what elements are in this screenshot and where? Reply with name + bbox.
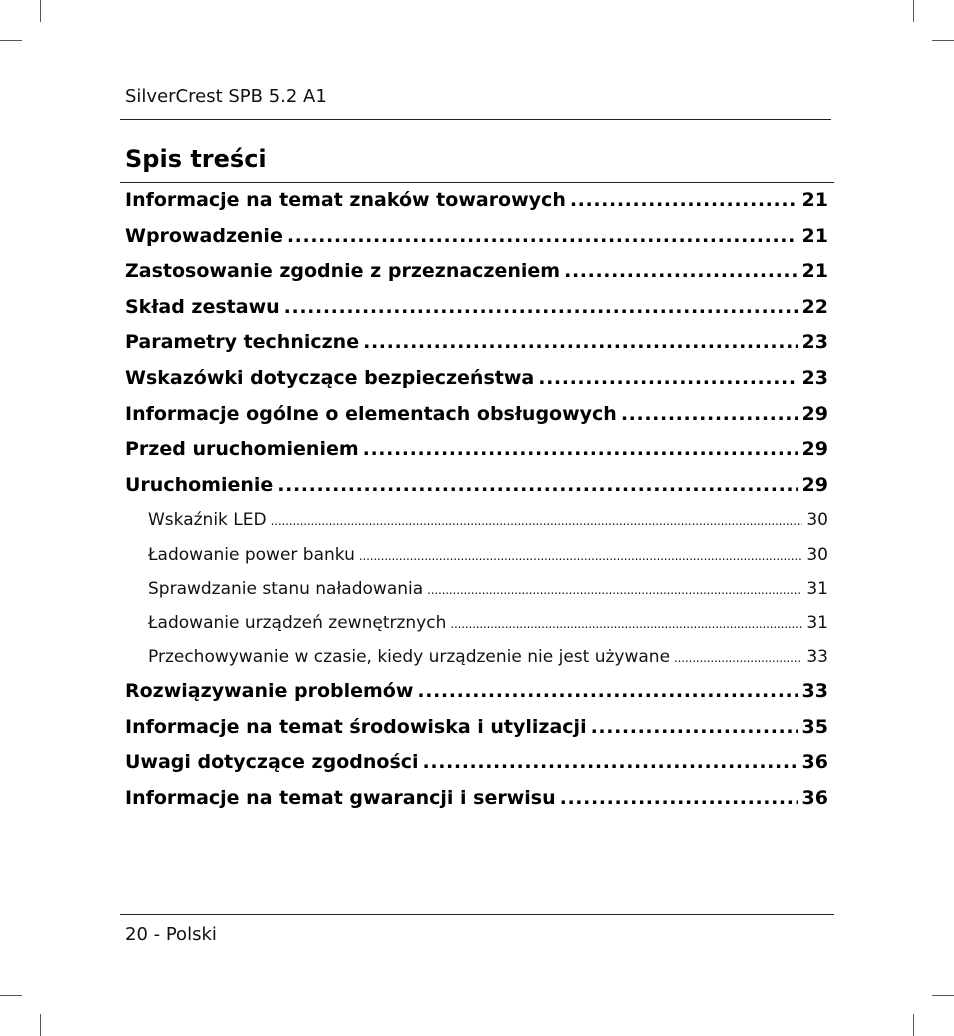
page-title: Spis treści — [125, 145, 267, 173]
toc-entry-label: Wprowadzenie — [125, 224, 283, 247]
dot-leader — [284, 290, 798, 326]
toc-entry-label: Uruchomienie — [125, 473, 274, 496]
toc-entry-label: Uwagi dotyczące zgodności — [125, 751, 419, 774]
crop-mark — [932, 995, 954, 996]
toc-subentry[interactable] — [125, 538, 828, 572]
toc-entry-label: Informacje na temat środowiska i utylizacji — [125, 715, 587, 738]
toc-subentry[interactable] — [125, 640, 828, 674]
toc-entry-page: 23 — [801, 366, 828, 389]
dot-leader — [570, 183, 798, 219]
toc-entry-label: Informacje na temat gwarancji i serwisu — [125, 787, 556, 810]
dot-leader — [271, 504, 803, 537]
toc-entry-label: Skład zestawu — [125, 295, 280, 318]
toc-entry-page: 31 — [806, 578, 828, 599]
toc-entry-page: 30 — [806, 510, 828, 531]
toc-entry[interactable] — [125, 325, 828, 361]
crop-mark — [932, 40, 954, 41]
toc-entry-label: Przechowywanie w czasie, kiedy urządzenie nie jest używane — [148, 647, 671, 668]
toc-entry-label: Zastosowanie zgodnie z przeznaczeniem — [125, 260, 561, 283]
crop-mark — [0, 40, 22, 41]
toc-entry-label: Wskaźnik LED — [148, 510, 267, 531]
dot-leader — [621, 397, 798, 433]
toc-entry-label: Wskazówki dotyczące bezpieczeństwa — [125, 366, 535, 389]
toc-subentry[interactable] — [125, 503, 828, 537]
toc-subentry[interactable] — [125, 572, 828, 606]
toc-entry[interactable] — [125, 674, 828, 710]
running-header: SilverCrest SPB 5.2 A1 — [125, 86, 327, 107]
dot-leader — [564, 254, 797, 290]
table-of-contents — [125, 183, 828, 817]
toc-entry-page: 29 — [801, 402, 828, 425]
crop-mark — [913, 1014, 914, 1036]
dot-leader — [423, 745, 798, 781]
dot-leader — [363, 325, 797, 361]
toc-entry-page: 23 — [801, 331, 828, 354]
toc-entry[interactable] — [125, 254, 828, 290]
toc-entry-label: Ładowanie urządzeń zewnętrznych — [148, 612, 447, 633]
toc-entry[interactable] — [125, 468, 828, 504]
toc-entry[interactable] — [125, 290, 828, 326]
dot-leader — [591, 710, 798, 746]
dot-leader — [538, 361, 797, 397]
crop-mark — [40, 0, 41, 22]
toc-entry[interactable] — [125, 781, 828, 817]
dot-leader — [427, 573, 802, 606]
toc-entry-label: Przed uruchomieniem — [125, 438, 359, 461]
dot-leader — [450, 607, 802, 640]
dot-leader — [359, 539, 802, 572]
header-divider — [120, 119, 831, 120]
toc-entry-page: 35 — [801, 715, 828, 738]
toc-entry-page: 29 — [801, 473, 828, 496]
toc-entry-label: Sprawdzanie stanu naładowania — [148, 578, 424, 599]
toc-entry-page: 21 — [801, 189, 828, 211]
toc-entry[interactable] — [125, 397, 828, 433]
dot-leader — [560, 781, 798, 817]
toc-entry-page: 30 — [806, 544, 828, 565]
toc-entry-label: Parametry techniczne — [125, 331, 360, 354]
toc-entry-page: 29 — [801, 438, 828, 461]
toc-entry-label: Informacje na temat znaków towarowych — [125, 189, 566, 211]
crop-mark — [40, 1014, 41, 1036]
crop-mark — [0, 995, 22, 996]
toc-entry-page: 21 — [801, 224, 828, 247]
dot-leader — [277, 468, 797, 504]
toc-entry-page: 22 — [801, 295, 828, 318]
toc-entry[interactable] — [125, 361, 828, 397]
toc-entry-page: 36 — [801, 787, 828, 810]
toc-entry-page: 31 — [806, 612, 828, 633]
toc-entry[interactable] — [125, 219, 828, 255]
toc-entry[interactable] — [125, 183, 828, 219]
dot-leader — [287, 219, 798, 255]
page-number: 20 - Polski — [125, 924, 217, 945]
toc-entry-label: Informacje ogólne o elementach obsługowych — [125, 402, 617, 425]
crop-mark — [913, 0, 914, 22]
toc-entry[interactable] — [125, 432, 828, 468]
toc-entry-label: Rozwiązywanie problemów — [125, 680, 414, 703]
dot-leader — [417, 674, 797, 710]
toc-entry-page: 33 — [801, 680, 828, 703]
toc-entry[interactable] — [125, 745, 828, 781]
toc-entry[interactable] — [125, 710, 828, 746]
toc-entry-label: Ładowanie power banku — [148, 544, 355, 565]
toc-entry-page: 33 — [806, 647, 828, 668]
toc-entry-page: 36 — [801, 751, 828, 774]
toc-entry-page: 21 — [801, 260, 828, 283]
dot-leader — [363, 432, 798, 468]
toc-subentry[interactable] — [125, 606, 828, 640]
footer-divider — [120, 914, 834, 915]
dot-leader — [674, 641, 802, 674]
